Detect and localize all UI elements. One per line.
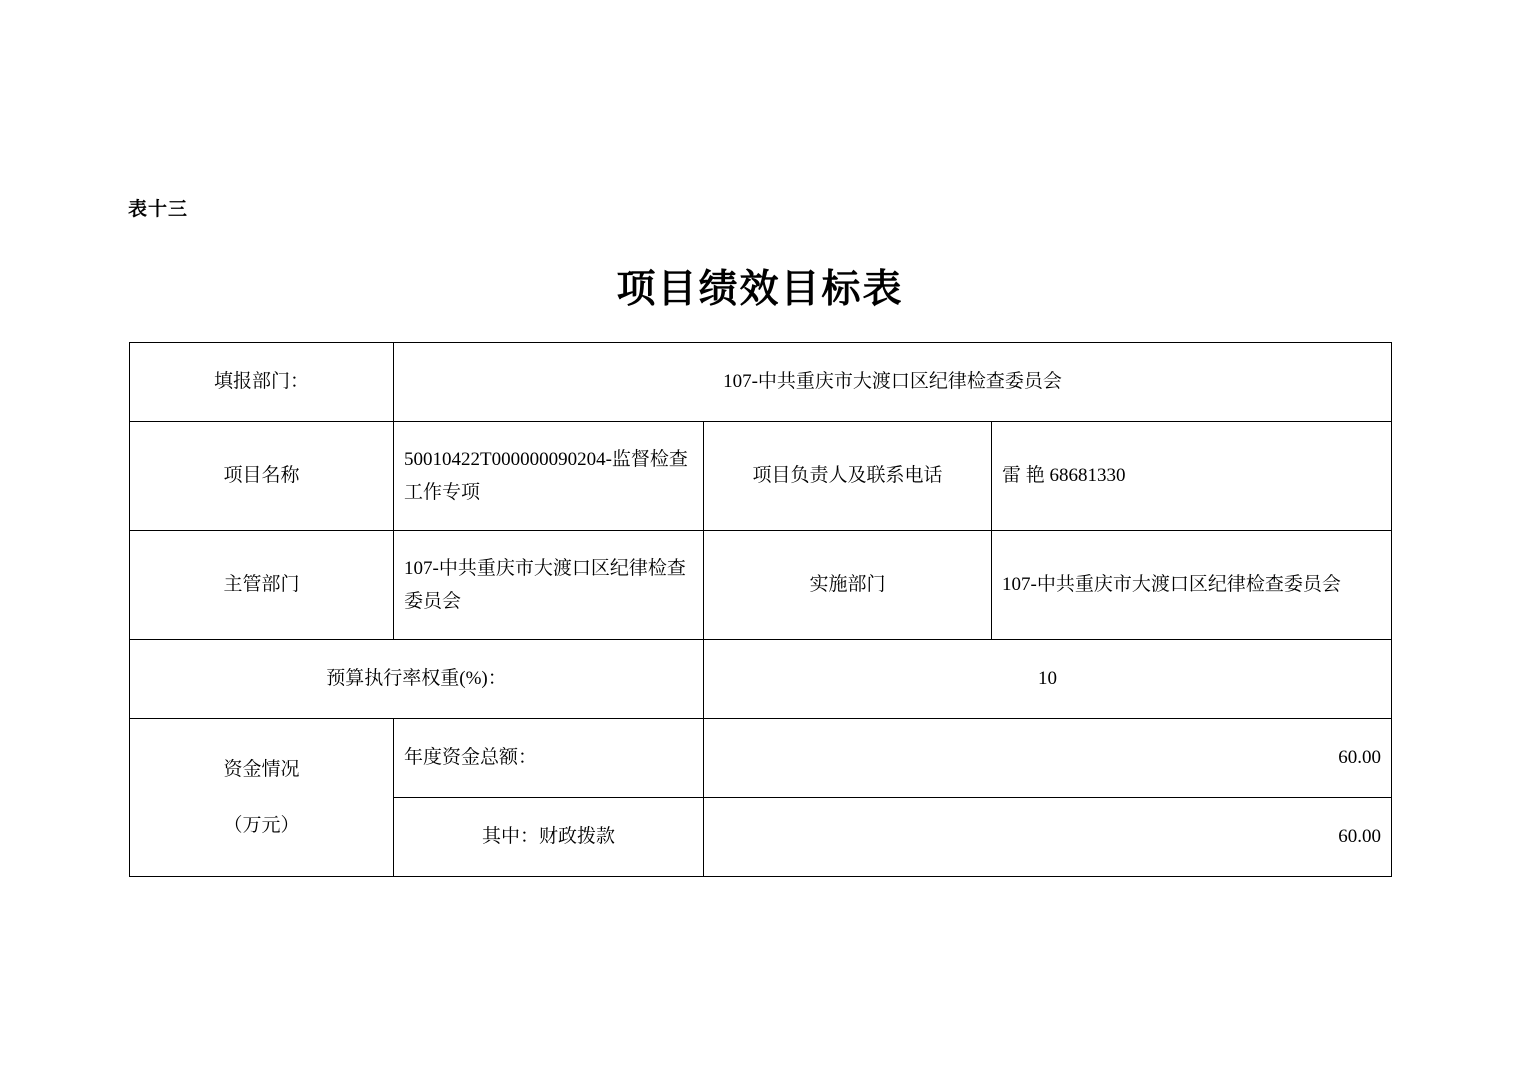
form-number: 表十三 bbox=[128, 198, 189, 220]
funds-label-line1: 资金情况 bbox=[223, 759, 300, 781]
project-contact-label: 项目负责人及联系电话 bbox=[704, 422, 992, 531]
project-contact-value: 雷 艳 68681330 bbox=[992, 422, 1392, 531]
admin-department-value: 107-中共重庆市大渡口区纪律检查委员会 bbox=[394, 531, 704, 640]
fiscal-appropriation-value: 60.00 bbox=[704, 798, 1392, 877]
funds-label bbox=[130, 719, 394, 877]
table-row bbox=[130, 343, 1392, 422]
performance-target-table bbox=[129, 342, 1392, 877]
table-row bbox=[130, 719, 1392, 798]
funds-label-line2: （万元） bbox=[223, 814, 300, 836]
implementing-department-label: 实施部门 bbox=[704, 531, 992, 640]
reporting-department-label: 填报部门： bbox=[130, 343, 394, 422]
table-row bbox=[130, 531, 1392, 640]
reporting-department-value: 107-中共重庆市大渡口区纪律检查委员会 bbox=[394, 343, 1392, 422]
table-row bbox=[130, 422, 1392, 531]
budget-execution-rate-label: 预算执行率权重(%)： bbox=[130, 640, 704, 719]
project-name-label: 项目名称 bbox=[130, 422, 394, 531]
annual-total-value: 60.00 bbox=[704, 719, 1392, 798]
fiscal-appropriation-label: 其中：财政拨款 bbox=[394, 798, 704, 877]
project-name-value: 50010422T000000090204-监督检查工作专项 bbox=[394, 422, 704, 531]
page-title: 项目绩效目标表 bbox=[616, 267, 904, 312]
annual-total-label: 年度资金总额： bbox=[394, 719, 704, 798]
budget-execution-rate-value: 10 bbox=[704, 640, 1392, 719]
table-row bbox=[130, 640, 1392, 719]
admin-department-label: 主管部门 bbox=[130, 531, 394, 640]
implementing-department-value: 107-中共重庆市大渡口区纪律检查委员会 bbox=[992, 531, 1392, 640]
